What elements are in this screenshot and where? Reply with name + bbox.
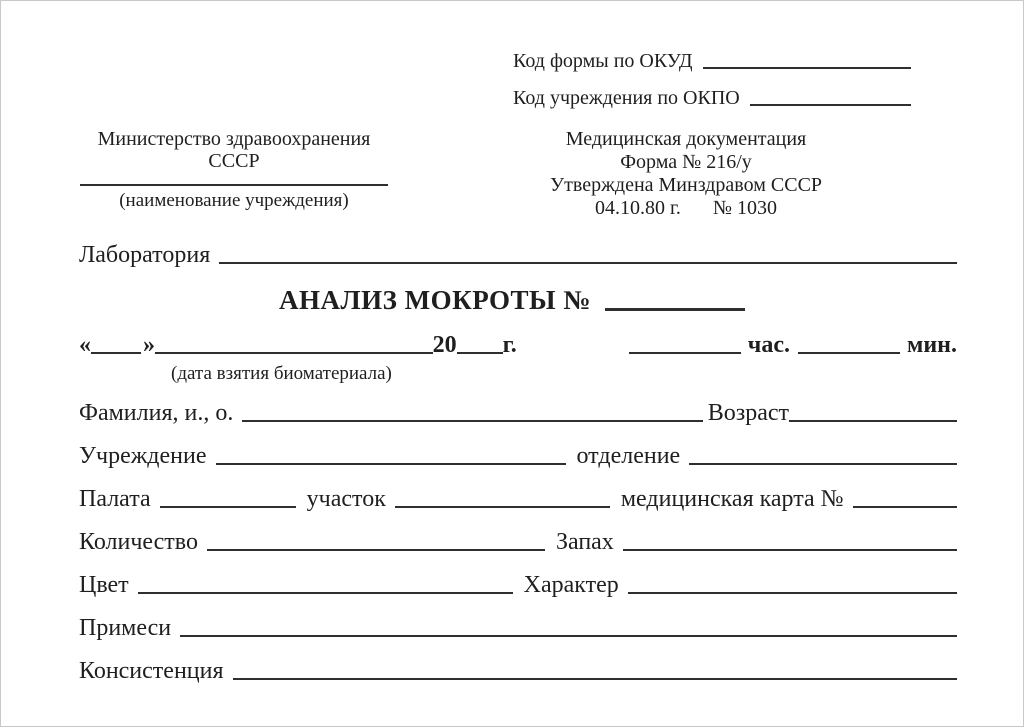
date-caption: (дата взятия биоматериала) (171, 363, 392, 384)
codes-block (513, 49, 911, 110)
laboratory-label: Лаборатория (79, 242, 211, 268)
date-day-line[interactable] (91, 351, 141, 354)
approval-number: № 1030 (712, 197, 778, 219)
open-quote: « (79, 332, 91, 358)
consistency-line[interactable] (233, 677, 957, 680)
analysis-number-line[interactable] (605, 307, 745, 311)
institution-name-caption: (наименование учреждения) (119, 190, 349, 211)
institution-line[interactable] (216, 462, 566, 465)
district-label: участок (306, 486, 386, 512)
doc-info-block (516, 128, 856, 220)
minutes-line[interactable] (798, 351, 900, 354)
okpo-code-label: Код учреждения по ОКПО (513, 87, 740, 109)
odor-line[interactable] (623, 548, 957, 551)
color-label: Цвет (79, 572, 129, 598)
century-prefix: 20 (432, 332, 457, 358)
form-title: АНАЛИЗ МОКРОТЫ № (279, 285, 591, 315)
date-year-line[interactable] (457, 351, 503, 354)
okud-code-label: Код формы по ОКУД (513, 50, 693, 72)
district-line[interactable] (395, 505, 610, 508)
doc-info-line2: Форма № 216/у (620, 151, 752, 173)
hours-label: час. (747, 332, 790, 358)
laboratory-row (79, 240, 957, 270)
form-header (1, 128, 1023, 220)
ward-label: Палата (79, 486, 151, 512)
date-month-line[interactable] (155, 351, 433, 354)
okud-code-row (513, 49, 911, 73)
department-line[interactable] (689, 462, 957, 465)
approval-date: 04.10.80 г. (594, 197, 681, 219)
patient-name-line[interactable] (242, 419, 702, 422)
minutes-label: мин. (906, 332, 957, 358)
close-quote: » (143, 332, 155, 358)
ward-line[interactable] (160, 505, 296, 508)
patient-name-row (79, 398, 957, 428)
age-line[interactable] (789, 419, 957, 422)
ward-row (79, 484, 957, 514)
ministry-line2: СССР (208, 150, 260, 172)
ministry-line1: Министерство здравоохранения (97, 128, 371, 150)
hours-line[interactable] (629, 351, 741, 354)
okpo-code-row (513, 86, 911, 110)
character-label: Характер (523, 572, 619, 598)
ministry-block (69, 128, 399, 220)
admixtures-label: Примеси (79, 615, 172, 641)
med-card-line[interactable] (853, 505, 957, 508)
year-suffix: г. (502, 332, 517, 358)
color-row (79, 570, 957, 600)
form-title-row (1, 282, 1023, 323)
doc-info-line3: Утверждена Минздравом СССР (549, 174, 823, 196)
institution-name-line[interactable] (80, 184, 388, 186)
department-label: отделение (576, 443, 681, 469)
date-row (79, 330, 957, 360)
med-card-label: медицинская карта № (620, 486, 844, 512)
patient-name-label: Фамилия, и., о. (79, 400, 234, 426)
quantity-label: Количество (79, 529, 198, 555)
okud-code-line[interactable] (703, 66, 911, 69)
age-label: Возраст (707, 400, 789, 426)
quantity-row (79, 527, 957, 557)
doc-info-approval-row (516, 197, 856, 220)
institution-label: Учреждение (79, 443, 207, 469)
character-line[interactable] (628, 591, 957, 594)
laboratory-line[interactable] (219, 261, 957, 264)
doc-info-line1: Медицинская документация (565, 128, 807, 150)
consistency-label: Консистенция (79, 658, 224, 684)
okpo-code-line[interactable] (750, 103, 911, 106)
consistency-row (79, 656, 957, 686)
quantity-line[interactable] (207, 548, 545, 551)
color-line[interactable] (138, 591, 513, 594)
odor-label: Запах (555, 529, 614, 555)
admixtures-row (79, 613, 957, 643)
institution-row (79, 441, 957, 471)
admixtures-line[interactable] (180, 634, 957, 637)
